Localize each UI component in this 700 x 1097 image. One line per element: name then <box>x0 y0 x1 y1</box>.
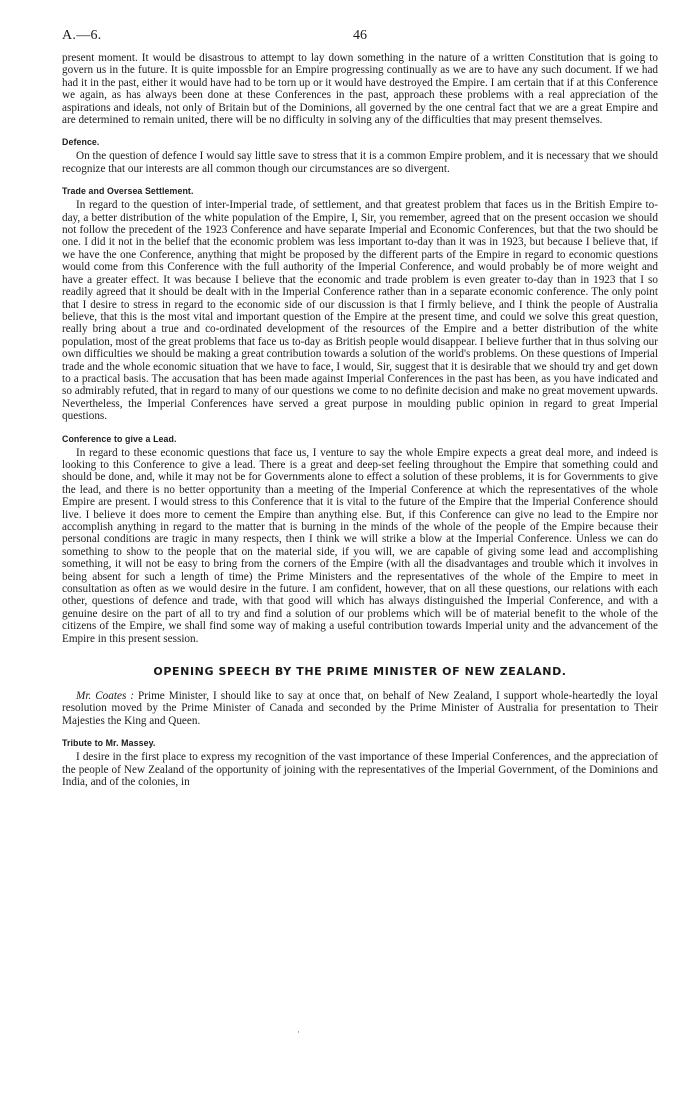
document-reference: A.—6. <box>62 28 102 43</box>
sidehead-conference-lead: Conference to give a Lead. <box>62 433 177 444</box>
section-heading-new-zealand-speech: OPENING SPEECH BY THE PRIME MINISTER OF NEW ZEALAND. <box>153 665 567 679</box>
body-text <box>62 52 658 789</box>
sidehead-tribute-massey: Tribute to Mr. Massey. <box>62 738 156 749</box>
page-number: 46 <box>353 28 367 43</box>
paragraph-coates-opening <box>62 690 658 727</box>
paragraph-defence: On the question of defence I would say little save to stress that it is a common Empire problem, and it is necessary that we should recognize that our interests are all common though our circumstances are so divergent. <box>62 150 658 175</box>
running-header <box>62 28 658 48</box>
paragraph-constitution: present moment. It would be disastrous to attempt to lay down something in the nature of a written Constitution that is going to govern us in the future. It is quite impossble for an Empire progressing continually as we are to have any such document. If we had had it in the past, either it would have had to be torn up or it would have destroyed the Empire. I am certain that if at this Conference we again, as has always been done at these Conferences in the past, approach these problems with a real appreciation of the aspirations and ideals, not only of Britain but of the Dominions, all governed by the one central fact that we are a great Empire and are determined to remain united, there will be no difficulty in solving any of the difficulties that may present themselves. <box>62 52 658 127</box>
sidehead-defence: Defence. <box>62 137 100 148</box>
footer-mark: · <box>297 1027 300 1037</box>
paragraph-tribute-massey: I desire in the first place to express my recognition of the vast importance of these Imperial Conferences, and the appreciation of the people of New Zealand of the opportunity of joining with the representatives of the Imperial Government, of the Dominions and India, and of the colonies, in <box>62 751 658 789</box>
paragraph-trade-settlement: In regard to the question of inter-Imperial trade, of settlement, and that greatest problem that faces us in the British Empire to-day, a better distribution of the white population of the Empire, I, Sir, you remember, agreed that on the present occasion we should not follow the precedent of the 1923 Conference and have separate Imperial and Economic Conferences, but that the two should be one. I did it not in the belief that the economic problem was less important to-day than it was in 1923, but because I believe that, if we have the one Conference, anything that might be proposed by the different parts of the Empire in regard to economic questions would come from this Conference with the full authority of the Imperial Conference, and would probably be of more weight and have a greater effect. It was because I believe that the economic and trade problem is even greater to-day than in 1923 that I so readily agreed that it should be dealt with in the Imperial Conference rather than in a separate economic conference. The only point that I desire to stress in regard to the economic side of our discussion is that I firmly believe, and I think the people of Australia believe, that this is the most vital and important question of the Empire at the present time, and could we solve this great question, really bring about a true and co-ordinated development of the resources of the Empire and a better distribution of the white population, most of the great problems that face us to-day as British people would disappear. I believe further that in thus solving our own difficulties we should be making a great contribution towards a solution of the world's problems. On these questions of Imperial trade and the whole economic situation that we have to face, I would, Sir, suggest that it is desirable that we should try and get down to a practical basis. The accusation that has been made against Imperial Conferences in the past has been, as you have indicated and so admirably refuted, that in regard to many of our questions we come to no definite decision and make no great movement upwards. Nevertheless, the Imperial Conferences have served a great purpose in moulding public opinion in regard to great Imperial questions. <box>62 199 658 423</box>
paragraph-conference-lead: In regard to these economic questions that face us, I venture to say the whole Empire expects a great deal more, and indeed is looking to this Conference to give a lead. There is a great and deep-set feeling throughout the Empire that something could and should be done, and, while it may not be for Governments alone to effect a solution of these problems, it is for Governments to give the lead, and there is no better opportunity than a meeting of the Imperial Conference at which the representatives of the whole Empire are present. I would stress to this Conference that it is vital to the future of the Empire that the Imperial Conference should live. I believe it does more to cement the Empire than anything else. But, if this Conference can give no lead to the Empire nor accomplish anything in regard to the matter that is burning in the minds of the whole of the people of the Empire because their personal conditions are tragic in many respects, then I think we will strike a blow at the Imperial Conference. Unless we can do something to show to the people that on the material side, if you will, we are capable of giving some lead and accomplishing something, it will not be easy to bring from the corners of the Empire (with all the disadvantages and trouble which it involves in being absent for such a length of time) the Prime Ministers and the representatives of the whole of the Empire to meet in consultation as often as we would desire in the future. I am confident, however, that on all these questions, our relations with each other, questions of defence and trade, with that good will which has always distinguished the Imperial Conference, and with a genuine desire on the part of all to try and find a solution of our problems which will be of material benefit to the whole of the citizens of the Empire, we shall find some way of making a useful contribution towards Imperial unity and the advancement of the Empire in this present session. <box>62 446 658 645</box>
sidehead-trade-settlement: Trade and Oversea Settlement. <box>62 186 194 197</box>
speaker-name: Mr. Coates : <box>76 690 135 703</box>
speech-text: Prime Minister, I should like to say at once that, on behalf of New Zealand, I support whole-heartedly the loyal resolution moved by the Prime Minister of Canada and seconded by the Prime Minister of Australia for presentation to Their Majesties the King and Queen. <box>62 690 659 727</box>
